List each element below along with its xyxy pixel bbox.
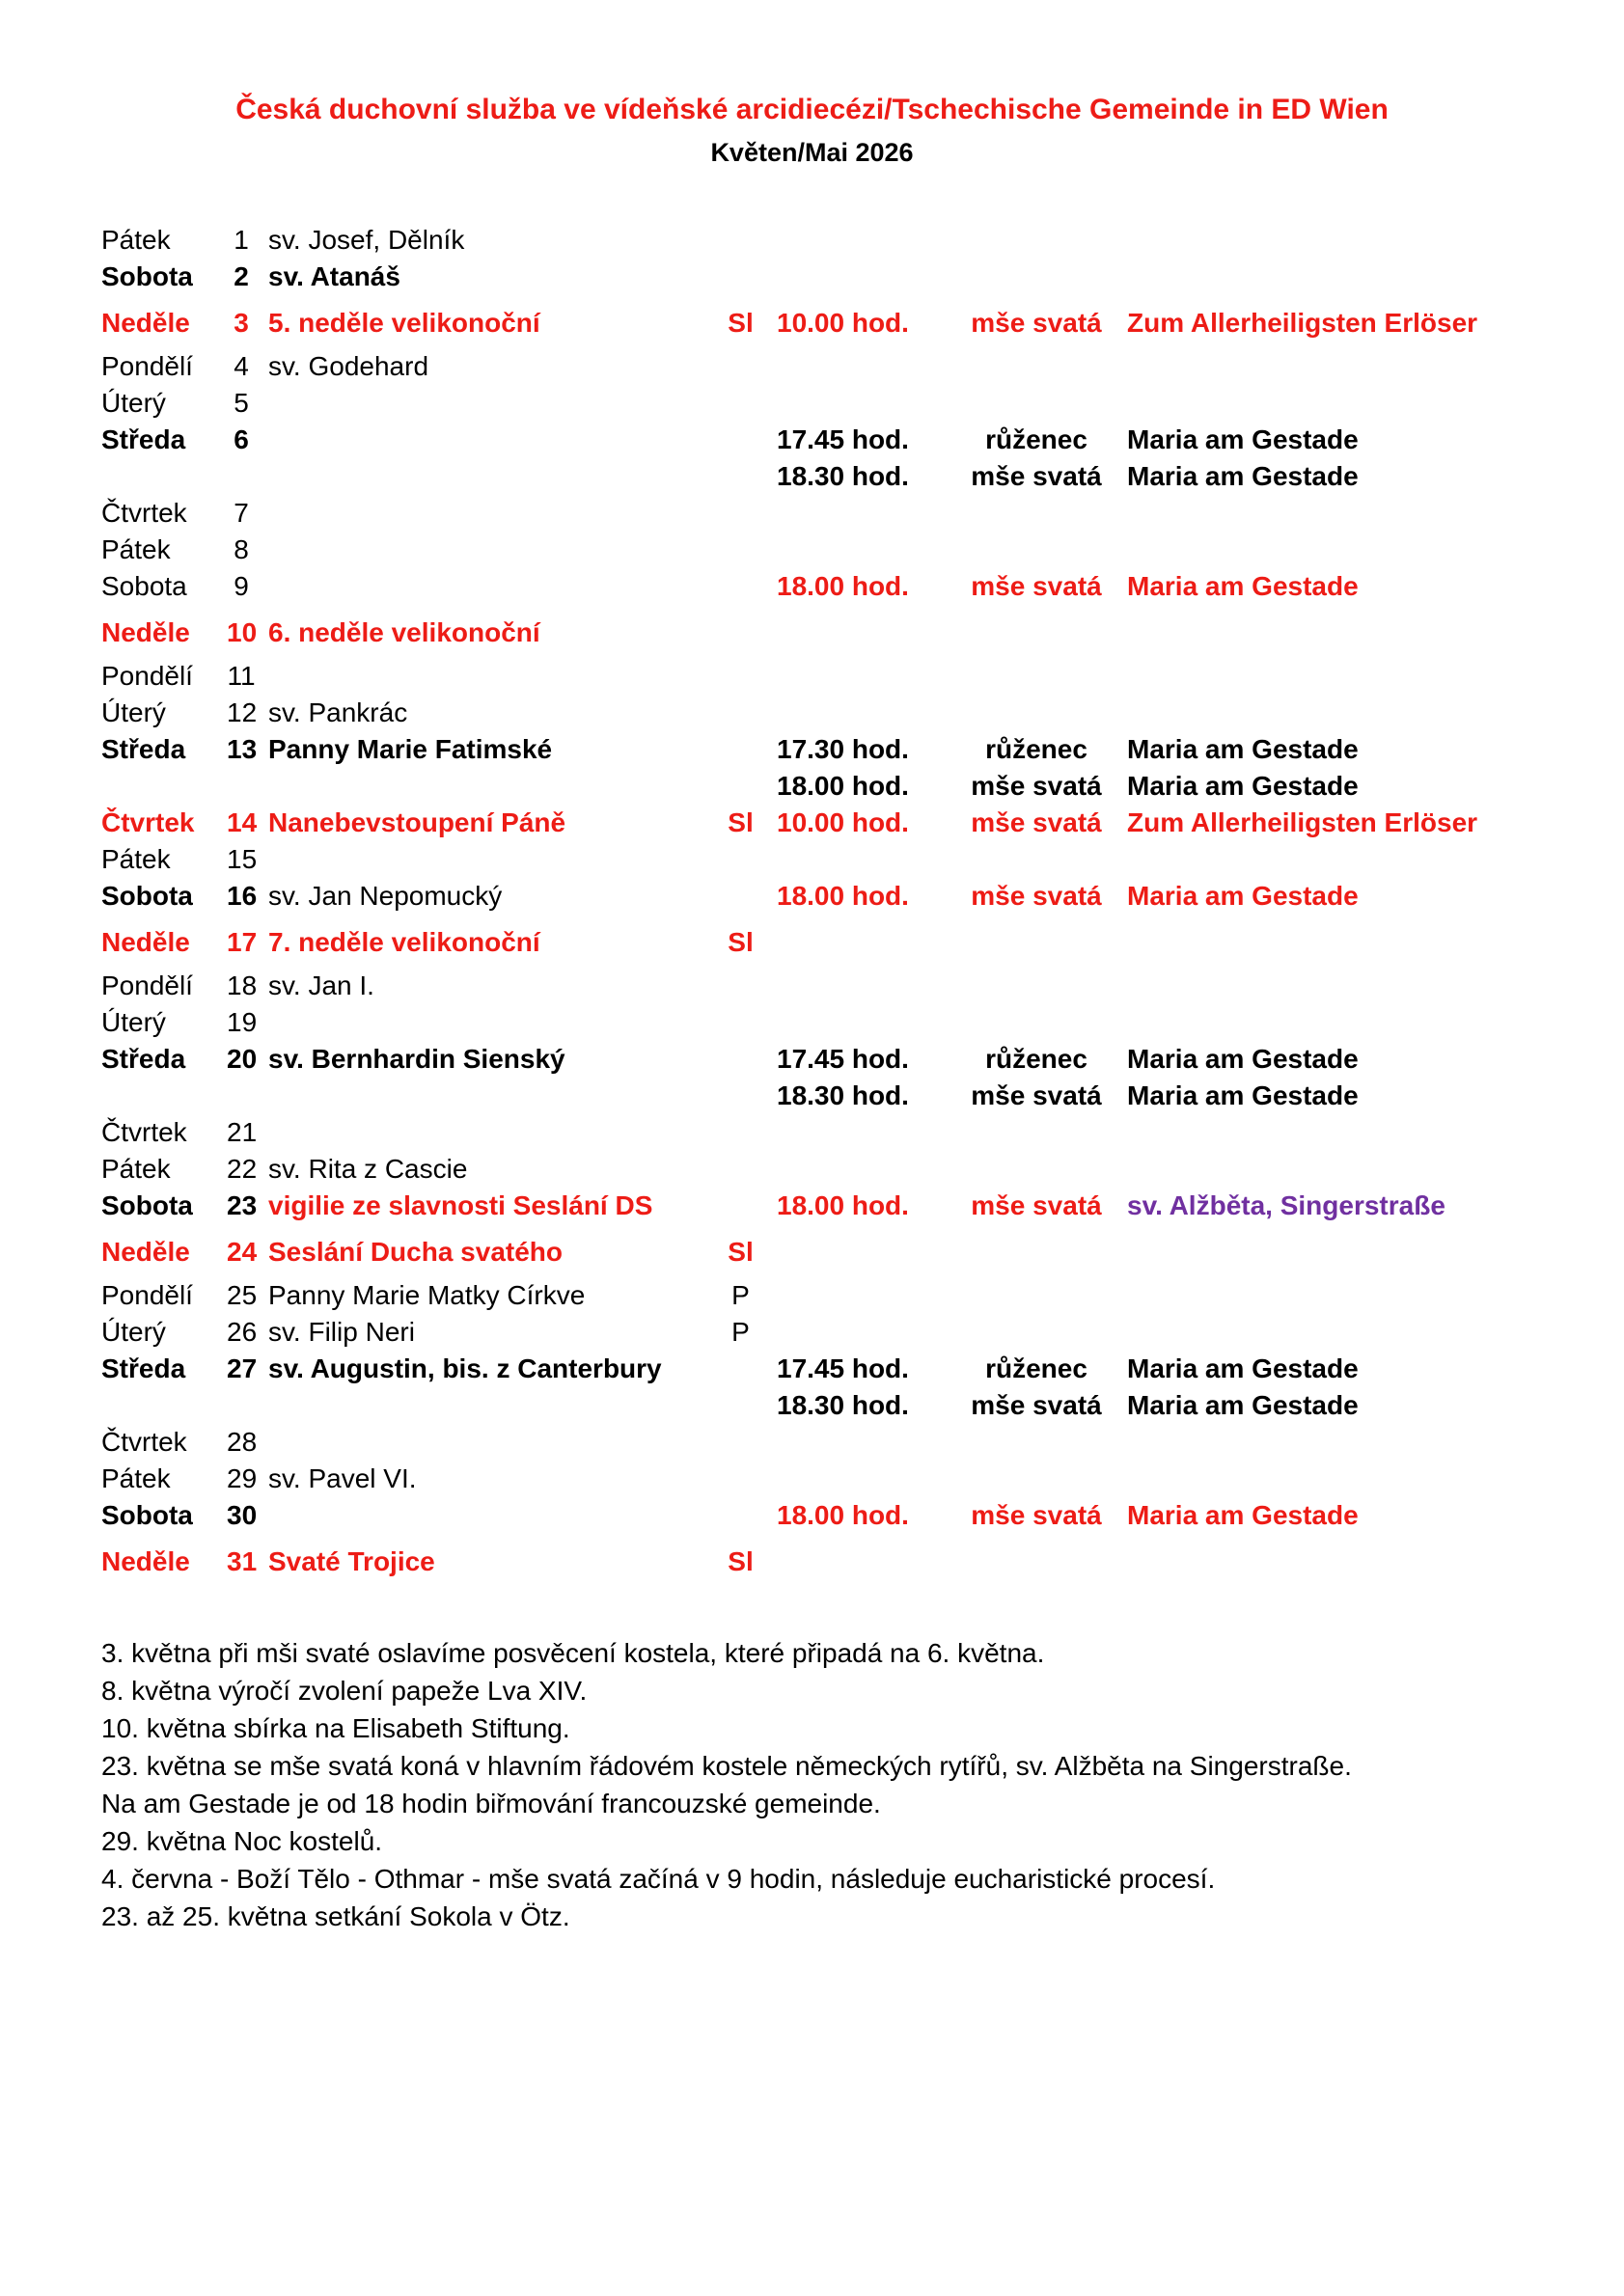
calendar-row [101,495,1566,532]
event-time [762,385,946,422]
location [1127,968,1566,1004]
day-name: Sobota [101,1500,193,1530]
location: Maria am Gestade [1127,734,1359,764]
feast-name: sv. Josef, Dělník [268,225,465,255]
day-number: 28 [227,1427,258,1457]
event-time [762,495,946,532]
day-name: Sobota [101,571,187,601]
day-number [227,1078,256,1114]
event-time [762,1424,946,1461]
feast-name [256,658,719,695]
liturgical-marker [719,532,762,568]
feast-name: 7. neděle velikonoční [268,927,540,957]
location [1127,348,1566,385]
event-time [762,841,946,878]
feast-name [256,1497,719,1534]
feast-name: Nanebevstoupení Páně [268,807,566,837]
event-time: 18.00 hod. [777,881,909,911]
event-time: 18.00 hod. [777,1500,909,1530]
day-name: Neděle [101,927,190,957]
note-line: 3. května při mši svaté oslavíme posvěcení kostela, které připadá na 6. května. [101,1638,1045,1668]
feast-name: sv. Rita z Cascie [268,1154,468,1184]
location [1127,1151,1566,1188]
service-type [946,1461,1127,1497]
liturgical-marker [719,841,762,878]
calendar-row [101,1151,1566,1188]
service-type [946,615,1127,651]
feast-name [256,1004,719,1041]
location: Zum Allerheiligsten Erlöser [1127,308,1478,338]
service-type [946,222,1127,259]
location: Maria am Gestade [1127,424,1359,454]
feast-name [256,841,719,878]
calendar-row [101,458,1566,495]
feast-name [256,568,719,605]
day-number: 14 [227,807,258,837]
location [1127,1234,1566,1271]
day-number: 1 [234,225,249,255]
event-time [762,1544,946,1580]
calendar-row [101,1314,1566,1351]
note-line: 23. května se mše svatá koná v hlavním řádovém kostele německých rytířů, sv. Alžběta na Singerstraße. [101,1751,1352,1781]
day-name: Úterý [101,388,166,418]
location: Maria am Gestade [1127,1353,1359,1383]
service-type: mše svatá [971,571,1102,601]
day-name [101,458,227,495]
day-number: 29 [227,1463,258,1493]
day-number: 8 [234,534,249,564]
location [1127,1114,1566,1151]
day-number [227,1387,256,1424]
event-time: 17.30 hod. [777,734,909,764]
day-number: 21 [227,1117,258,1147]
location [1127,1424,1566,1461]
day-number: 7 [234,498,249,528]
event-time: 18.30 hod. [777,461,909,491]
service-type: růženec [985,734,1087,764]
location: sv. Alžběta, Singerstraße [1127,1190,1445,1220]
calendar-row [101,348,1566,385]
day-name: Pátek [101,225,171,255]
calendar-row [101,805,1566,841]
day-name: Sobota [101,881,193,911]
service-type [946,924,1127,961]
day-name: Sobota [101,261,193,291]
day-number [227,768,256,805]
liturgical-marker [719,1004,762,1041]
location [1127,495,1566,532]
liturgical-marker [719,768,762,805]
day-number: 11 [227,661,256,691]
day-number: 2 [234,261,249,291]
event-time [762,348,946,385]
location: Maria am Gestade [1127,461,1359,491]
day-name: Pátek [101,844,171,874]
event-time [762,968,946,1004]
feast-name [256,385,719,422]
feast-name [256,768,719,805]
liturgical-marker [719,495,762,532]
service-type: mše svatá [971,1390,1102,1420]
calendar-row [101,1497,1566,1534]
location: Maria am Gestade [1127,1044,1359,1074]
service-type [946,1424,1127,1461]
location: Maria am Gestade [1127,1500,1359,1530]
calendar-row [101,968,1566,1004]
event-time [762,1114,946,1151]
liturgical-marker [719,568,762,605]
calendar-row [101,1461,1566,1497]
service-type [946,1114,1127,1151]
day-name: Neděle [101,1237,190,1267]
day-number: 3 [234,308,249,338]
liturgical-marker [719,1041,762,1078]
liturgical-marker [719,385,762,422]
note-line: 4. června - Boží Tělo - Othmar - mše svatá začíná v 9 hodin, následuje eucharistické procesí. [101,1864,1216,1894]
calendar-row [101,422,1566,458]
feast-name: sv. Atanáš [268,261,400,291]
location [1127,658,1566,695]
location [1127,615,1566,651]
event-time [762,259,946,295]
day-name: Neděle [101,617,190,647]
feast-name: sv. Pavel VI. [268,1463,417,1493]
event-time [762,1234,946,1271]
location [1127,1314,1566,1351]
calendar-row [101,385,1566,422]
calendar-row [101,695,1566,731]
service-type: mše svatá [971,1500,1102,1530]
service-type: mše svatá [971,807,1102,837]
feast-name [256,495,719,532]
day-name: Pondělí [101,970,193,1000]
location: Maria am Gestade [1127,1080,1359,1110]
liturgical-marker: Sl [728,807,754,837]
feast-name: 5. neděle velikonoční [268,308,540,338]
day-name: Úterý [101,1317,166,1347]
service-type [946,841,1127,878]
feast-name: vigilie ze slavnosti Seslání DS [268,1190,653,1220]
day-number: 27 [227,1353,258,1383]
event-time [762,695,946,731]
service-type: růženec [985,1044,1087,1074]
day-name: Pátek [101,1463,171,1493]
feast-name [256,458,719,495]
service-type: mše svatá [971,771,1102,801]
calendar-row [101,924,1566,961]
liturgical-marker [719,422,762,458]
day-name: Pátek [101,1154,171,1184]
note-line: 23. až 25. května setkání Sokola v Ötz. [101,1901,570,1931]
event-time [762,615,946,651]
calendar-row [101,731,1566,768]
liturgical-marker [719,1424,762,1461]
day-name: Středa [101,424,186,454]
liturgical-marker: Sl [728,927,754,957]
location [1127,841,1566,878]
day-number: 16 [227,881,258,911]
event-time: 17.45 hod. [777,1044,909,1074]
location: Maria am Gestade [1127,1390,1359,1420]
document-title: Česká duchovní služba ve vídeňské arcidiecézi/Tschechische Gemeinde in ED Wien [235,94,1389,125]
day-name: Středa [101,1044,186,1074]
location [1127,532,1566,568]
feast-name: sv. Augustin, bis. z Canterbury [268,1353,662,1383]
service-type [946,1151,1127,1188]
day-number [227,458,256,495]
feast-name: Seslání Ducha svatého [268,1237,564,1267]
liturgical-marker: P [731,1280,750,1310]
feast-name [256,422,719,458]
service-type: mše svatá [971,881,1102,911]
calendar-row [101,532,1566,568]
liturgical-marker [719,1078,762,1114]
day-name: Čtvrtek [101,498,187,528]
service-type [946,1277,1127,1314]
event-time [762,658,946,695]
day-number: 9 [234,571,249,601]
service-type [946,532,1127,568]
location [1127,695,1566,731]
day-name: Čtvrtek [101,1427,187,1457]
service-type [946,658,1127,695]
event-time [762,1277,946,1314]
liturgical-marker [719,348,762,385]
location [1127,924,1566,961]
location: Maria am Gestade [1127,771,1359,801]
day-name: Středa [101,734,186,764]
service-type [946,1544,1127,1580]
event-time [762,1314,946,1351]
note-line: 29. května Noc kostelů. [101,1826,383,1856]
feast-name: sv. Bernhardin Sienský [268,1044,565,1074]
calendar-row [101,222,1566,259]
day-number: 15 [227,844,258,874]
service-type: mše svatá [971,1080,1102,1110]
day-name: Neděle [101,308,190,338]
service-type [946,1234,1127,1271]
day-number: 31 [227,1546,258,1576]
calendar-row [101,1387,1566,1424]
service-type [946,495,1127,532]
event-time: 18.00 hod. [777,1190,909,1220]
liturgical-marker: Sl [728,308,754,338]
day-name: Úterý [101,1007,166,1037]
day-name: Úterý [101,697,166,727]
service-type [946,259,1127,295]
service-type: mše svatá [971,461,1102,491]
location: Maria am Gestade [1127,881,1359,911]
service-type [946,968,1127,1004]
event-time [762,1151,946,1188]
event-time [762,1461,946,1497]
liturgical-marker [719,878,762,915]
day-number: 17 [227,927,258,957]
location: Maria am Gestade [1127,571,1359,601]
liturgical-marker [719,1114,762,1151]
calendar-row [101,878,1566,915]
day-number: 12 [227,697,258,727]
day-name [101,1078,227,1114]
service-type [946,385,1127,422]
calendar-row [101,658,1566,695]
liturgical-marker [719,1461,762,1497]
location [1127,385,1566,422]
feast-name [256,532,719,568]
liturgical-marker: Sl [728,1237,754,1267]
calendar-row [101,1188,1566,1224]
service-type [946,695,1127,731]
liturgical-marker: Sl [728,1546,754,1576]
calendar-row [101,1234,1566,1271]
feast-name [256,1424,719,1461]
service-type: růženec [985,1353,1087,1383]
day-name: Čtvrtek [101,807,195,837]
calendar-row [101,1078,1566,1114]
event-time [762,924,946,961]
liturgical-marker [719,1188,762,1224]
calendar-row [101,1424,1566,1461]
calendar-row [101,1544,1566,1580]
location: Zum Allerheiligsten Erlöser [1127,807,1478,837]
note-line: 10. května sbírka na Elisabeth Stiftung. [101,1713,570,1743]
liturgical-marker [719,259,762,295]
day-number: 13 [227,734,258,764]
location [1127,1544,1566,1580]
feast-name: Panny Marie Fatimské [268,734,553,764]
calendar-row [101,768,1566,805]
day-name: Čtvrtek [101,1117,187,1147]
calendar-row [101,615,1566,651]
note-line: 8. května výročí zvolení papeže Lva XIV. [101,1676,588,1706]
feast-name: sv. Pankrác [268,697,408,727]
day-name: Sobota [101,1190,193,1220]
calendar-row [101,1351,1566,1387]
liturgical-marker [719,458,762,495]
event-time: 17.45 hod. [777,424,909,454]
day-number: 10 [227,617,258,647]
day-number: 4 [234,351,249,381]
liturgical-marker [719,222,762,259]
liturgical-marker [719,1151,762,1188]
service-type [946,1004,1127,1041]
feast-name [256,1078,719,1114]
day-name: Neděle [101,1546,190,1576]
calendar-row [101,568,1566,605]
liturgical-marker [719,1387,762,1424]
feast-name [256,1387,719,1424]
feast-name: sv. Jan Nepomucký [268,881,503,911]
day-number: 22 [227,1154,258,1184]
feast-name: Svaté Trojice [268,1546,435,1576]
liturgical-marker [719,1351,762,1387]
feast-name: sv. Jan I. [268,970,374,1000]
calendar-table [101,222,1566,1580]
day-number: 5 [234,388,249,418]
liturgical-marker [719,695,762,731]
service-type: mše svatá [971,1190,1102,1220]
feast-name: 6. neděle velikonoční [268,617,540,647]
notes-section [101,1634,1566,1935]
liturgical-marker [719,1497,762,1534]
day-number: 18 [227,970,258,1000]
liturgical-marker [719,658,762,695]
liturgical-marker: P [731,1317,750,1347]
day-name [101,768,227,805]
feast-name: sv. Filip Neri [268,1317,415,1347]
day-number: 30 [227,1500,258,1530]
event-time [762,532,946,568]
calendar-row [101,1041,1566,1078]
day-number: 23 [227,1190,258,1220]
calendar-row [101,259,1566,295]
day-number: 25 [227,1280,258,1310]
feast-name: Panny Marie Matky Církve [268,1280,586,1310]
service-type: růženec [985,424,1087,454]
day-number: 24 [227,1237,258,1267]
location [1127,1277,1566,1314]
calendar-row [101,1277,1566,1314]
day-name: Středa [101,1353,186,1383]
location [1127,222,1566,259]
liturgical-marker [719,615,762,651]
service-type [946,1314,1127,1351]
event-time [762,222,946,259]
day-name [101,1387,227,1424]
day-number: 19 [227,1007,258,1037]
day-number: 6 [234,424,249,454]
document-subtitle: Květen/Mai 2026 [710,138,914,167]
event-time: 18.30 hod. [777,1390,909,1420]
day-number: 26 [227,1317,258,1347]
location [1127,259,1566,295]
calendar-row [101,305,1566,342]
service-type [946,348,1127,385]
event-time: 18.30 hod. [777,1080,909,1110]
day-name: Pondělí [101,351,193,381]
calendar-row [101,1004,1566,1041]
day-number: 20 [227,1044,258,1074]
service-type: mše svatá [971,308,1102,338]
feast-name: sv. Godehard [268,351,429,381]
day-name: Pondělí [101,1280,193,1310]
location [1127,1004,1566,1041]
feast-name [256,1114,719,1151]
event-time: 10.00 hod. [777,308,909,338]
location [1127,1461,1566,1497]
event-time: 18.00 hod. [777,771,909,801]
day-name: Pondělí [101,661,193,691]
event-time: 10.00 hod. [777,807,909,837]
calendar-row [101,1114,1566,1151]
event-time: 18.00 hod. [777,571,909,601]
liturgical-marker [719,968,762,1004]
calendar-row [101,841,1566,878]
day-name: Pátek [101,534,171,564]
event-time: 17.45 hod. [777,1353,909,1383]
event-time [762,1004,946,1041]
note-line: Na am Gestade je od 18 hodin biřmování francouzské gemeinde. [101,1789,881,1818]
liturgical-marker [719,731,762,768]
